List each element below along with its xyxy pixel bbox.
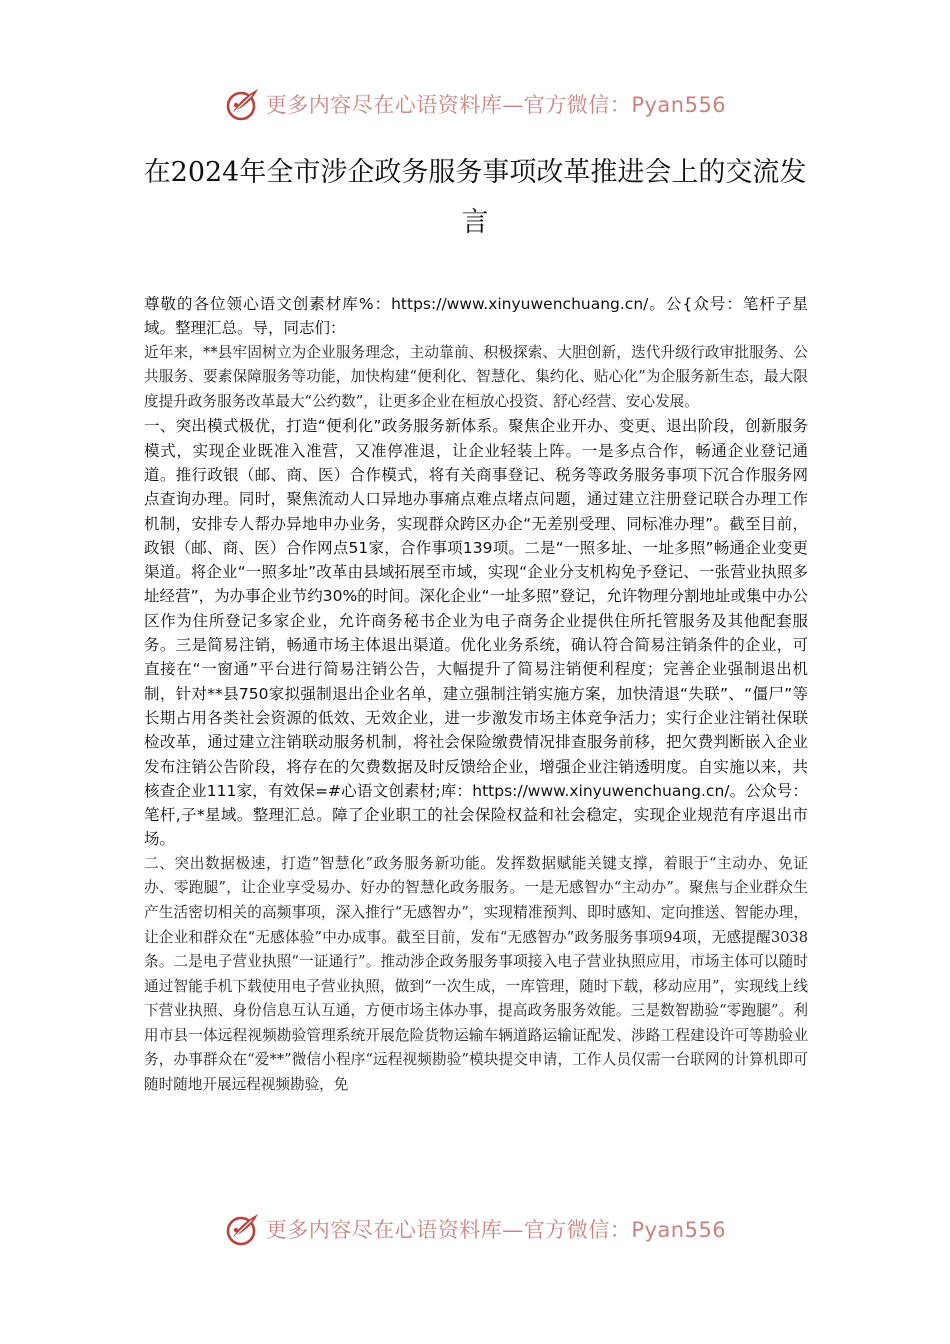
document-title: 在2024年全市涉企政务服务事项改革推进会上的交流发言 xyxy=(143,157,807,238)
footer-banner xyxy=(0,1207,950,1251)
header-banner xyxy=(0,82,950,126)
section-one-paragraph: 一、突出模式极优，打造“便利化”政务服务新体系。聚焦企业开办、变更、退出阶段，创新服务模式，实现企业既准入准营，又准停准退，让企业轻装上阵。一是多点合作，畅通企业登记通道。推行政银（邮、商、医）合作模式，将有关商事登记、税务等政务服务事项下沉合作服务网点查询办理。同时，聚焦流动人口异地办事痛点难点堵点问题，通过建立注册登记联合办理工作机制，安排专人帮办异地申办业务，实现群众跨区办企“无差别受理、同标准办理”。截至目前，政银（邮、商、医）合作网点51家，合作事项139项。二是“一照多址、一址多照”畅通企业变更渠道。将企业“一照多址”改革由县域拓展至市域，实现“企业分支机构免予登记、一张营业执照多址经营”，为办事企业节约30%的时间。深化企业“一址多照”登记，允许物理分割地址或集中办公区作为住所登记多家企业，允许商务秘书企业为电子商务企业提供住所托管服务及其他配套服务。三是简易注销，畅通市场主体退出渠道。优化业务系统，确认符合简易注销条件的企业，可直接在“一窗通”平台进行简易注销公告，大幅提升了简易注销便利程度；完善企业强制退出机制，针对**县750家拟强制退出企业名单，建立强制注销实施方案，加快清退“失联”、“僵尸”等长期占用各类社会资源的低效、无效企业，进一步激发市场主体竞争活力；实行企业注销社保联检改革，通过建立注销联动服务机制，将社会保险缴费情况排查服务前移，把欠费判断嵌入企业发布注销公告阶段，将存在的欠费数据及时反馈给企业，增强企业注销透明度。自实施以来，共核查企业111家，有效保=#心语文创素材;库：https://www.xinyuwenchuang.cn/。公众号：笔杆,子*星域。整理汇总。障了企业职工的社会保险权益和社会稳定，实现企业规范有序退出市场。 xyxy=(144,417,808,849)
banner-text: 更多内容尽在心语资料库—官方微信：Pyan556 xyxy=(265,93,727,117)
quill-logo-icon xyxy=(224,85,262,123)
banner-text: 更多内容尽在心语资料库—官方微信：Pyan556 xyxy=(265,1218,727,1242)
quill-logo-icon xyxy=(224,1210,262,1248)
wechat-id: Pyan556 xyxy=(631,93,727,117)
section-two-paragraph: 二、突出数据极速，打造“智慧化”政务服务新功能。发挥数据赋能关键支撑，着眼于“主动办、免证办、零跑腿”，让企业享受易办、好办的智慧化政务服务。一是无感智办“主动办”。聚焦与企业群众生产生活密切相关的高频事项，深入推行“无感智办”，实现精准预判、即时感知、定向推送、智能办理，让企业和群众在“无感体验”中办成事。截至目前，发布“无感智办”政务服务事项94项，无感提醒3038条。二是电子营业执照“一证通行”。推动涉企政务服务事项接入电子营业执照应用，市场主体可以随时通过智能手机下载使用电子营业执照，做到“一次生成，一库管理，随时下载，移动应用”，实现线上线下营业执照、身份信息互认互通，方便市场主体办事，提高政务服务效能。三是数智勘验“零跑腿”。利用市县一体远程视频勘验管理系统开展危险货物运输车辆道路运输证配发、涉路工程建设许可等勘验业务，办事群众在“爱**”微信小程序“远程视频勘验”模块提交申请，工作人员仅需一台联网的计算机即可随时随地开展远程视频勘验，免 xyxy=(144,854,808,1094)
document-body xyxy=(144,292,808,1098)
intro-paragraph: 近年来，**县牢固树立为企业服务理念，主动靠前、积极探索、大胆创新，迭代升级行政审批服务、公共服务、要素保障服务等功能，加快构建“便利化、智慧化、集约化、贴心化”为企服务新生态，最大限度提升政务服务改革最大“公约数”，让更多企业在桓放心投资、舒心经营、安心发展。 xyxy=(144,343,808,410)
salutation-paragraph: 尊敬的各位领心语文创素材库%：https://www.xinyuwenchuang.cn/。公{众号：笔杆子星域。整理汇总。导，同志们： xyxy=(144,295,808,338)
wechat-id: Pyan556 xyxy=(631,1218,727,1242)
